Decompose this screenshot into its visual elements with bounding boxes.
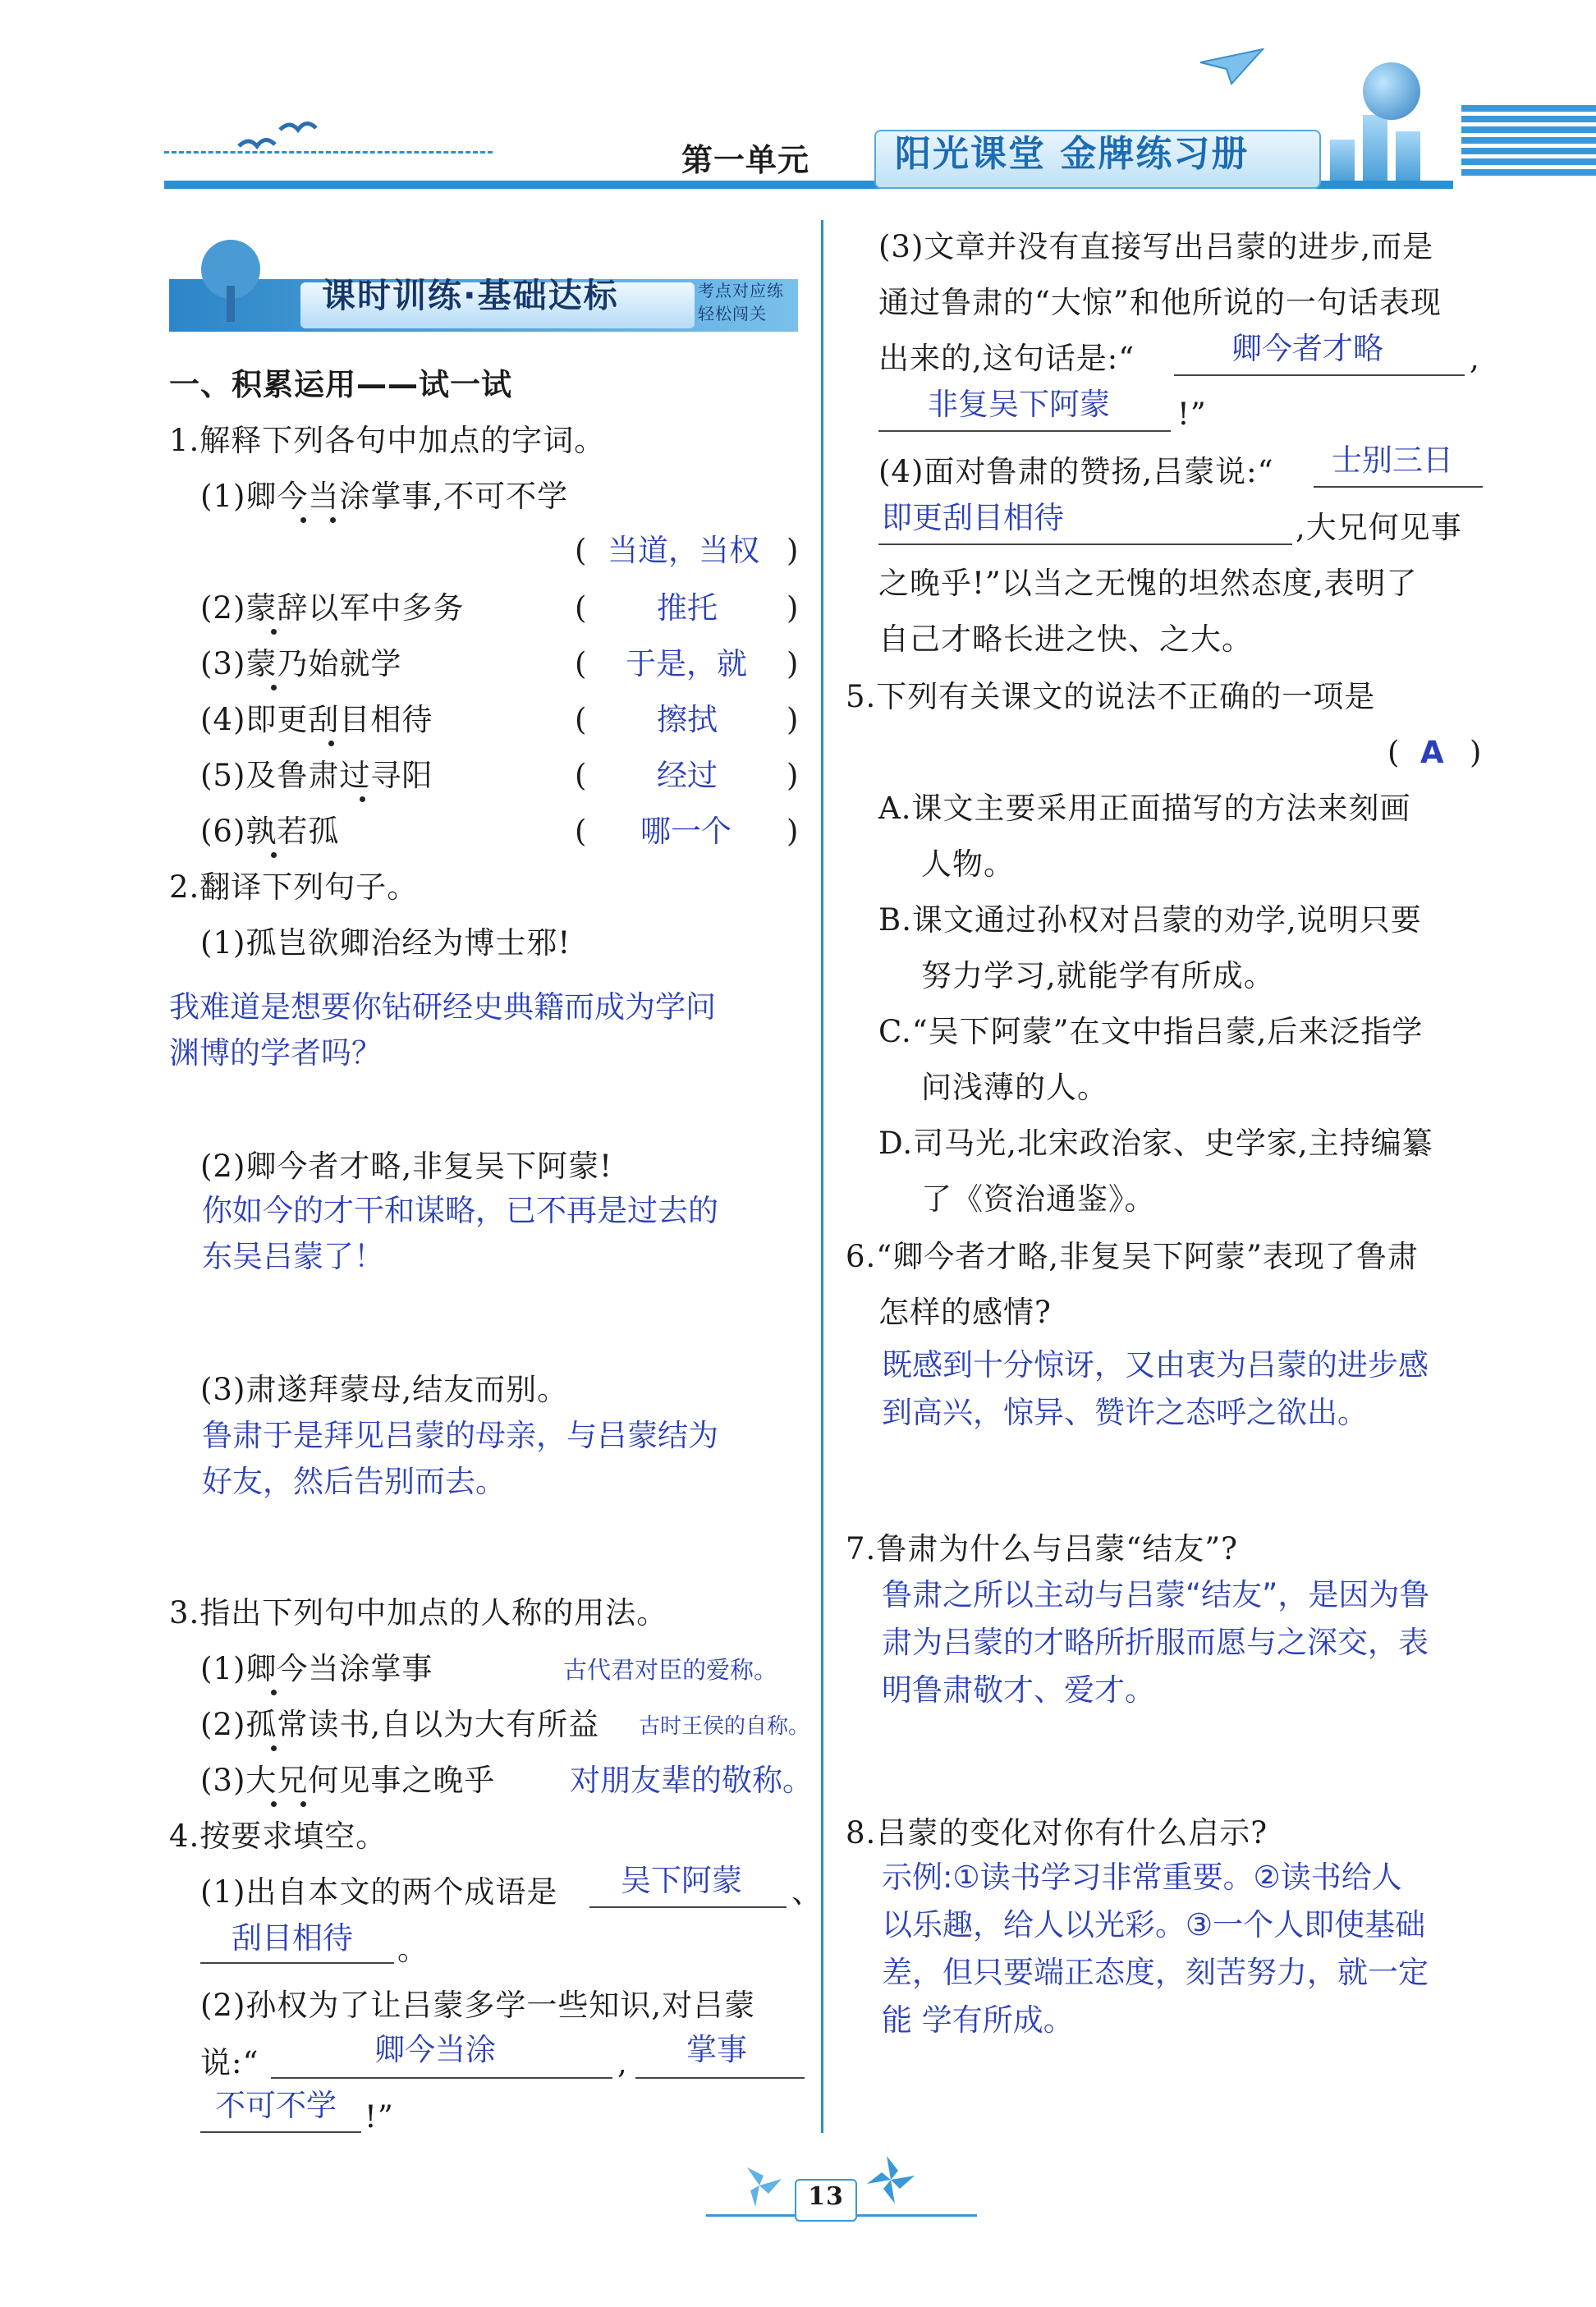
brand-title: 阳光课堂 金牌练习册 [895,133,1250,175]
blank-line [635,2077,805,2079]
q8-answer-line-3: 差，但只要端正态度，刻苦努力，就一定 [882,1955,1429,1990]
emphasis-dot [271,685,277,690]
q4-3-answer-2: 非复吴下阿蒙 [928,387,1110,422]
blank-line [271,2077,612,2079]
banner-title: 课时训练·基础达标 [322,276,619,315]
birds-icon [235,113,325,163]
q1-item-6: (6)孰若孤 [200,814,340,849]
q4-3-line-1: (3)文章并没有直接写出吕蒙的进步,而是 [878,229,1434,264]
q1-stem: 1.解释下列各句中加点的字词。 [169,423,606,458]
q5-option-a-line-1: A.课文主要采用正面描写的方法来刻画 [878,791,1411,826]
emphasis-dot [271,629,277,635]
unit-title: 第一单元 [681,142,810,178]
pinwheel-icon [731,2161,788,2210]
q6-stem-line-1: 6.“卿今者才略,非复吴下阿蒙”表现了鲁肃 [846,1239,1419,1274]
section-heading: 一、积累运用——试一试 [169,367,512,402]
paren-left: ( [1387,735,1400,770]
q3-answer-1: 古代君对臣的爱称。 [563,1656,778,1684]
emphasis-dot [328,741,334,746]
blank-line [200,2131,361,2133]
emphasis-dot [330,517,336,523]
q4-part2-answer-1: 卿今当涂 [374,2032,496,2067]
page-number: 13 [808,2182,844,2211]
tree-icon [186,236,276,327]
q4-3-answer-1: 卿今者才略 [1231,331,1383,366]
q4-part2-comma: , [617,2045,628,2080]
q1-answer-3: 于是，就 [626,646,747,681]
q7-stem: 7.鲁肃为什么与吕蒙“结友”? [846,1531,1238,1566]
pinwheel-icon [862,2151,920,2208]
q4-4-line-1: (4)面对鲁肃的赞扬,吕蒙说:“ [878,454,1274,489]
q1-answer-4: 擦拭 [657,702,718,737]
paren-left: ( [575,590,587,626]
q4-4-tail-2: 之晚乎!”以当之无愧的坦然态度,表明了 [878,566,1418,601]
banner-subtitle-1: 考点对应练 [698,281,784,300]
paren-right: ) [787,590,799,626]
q6-answer-line-1: 既感到十分惊讶，又由衷为吕蒙的进步感 [882,1347,1429,1383]
q5-option-c-line-2: 问浅薄的人。 [921,1070,1108,1105]
q3-item-2: (2)孤常读书,自以为大有所益 [200,1707,600,1742]
q4-part2-line-1: (2)孙权为了让吕蒙多学一些知识,对吕蒙 [200,1988,756,2023]
q1-answer-5: 经过 [657,758,718,793]
q2-stem: 2.翻译下列句子。 [169,869,419,905]
q4-part1-sep: 、 [791,1874,823,1910]
paren-left: ( [575,758,587,793]
q5-option-b-line-2: 努力学习,就能学有所成。 [921,958,1275,993]
paper-plane-icon [1199,46,1264,87]
q8-stem: 8.吕蒙的变化对你有什么启示? [846,1815,1268,1851]
q1-item-4: (4)即更刮目相待 [200,702,433,737]
emphasis-dot [300,517,306,523]
q2-answer-1-line-1: 我难道是想要你钻研经史典籍而成为学问 [169,989,716,1025]
blank-line [878,430,1171,432]
emphasis-dot [271,852,277,858]
emphasis-dot [300,1801,306,1807]
q4-part1-text: (1)出自本文的两个成语是 [200,1874,558,1910]
q2-answer-3-line-2: 好友，然后告别而去。 [202,1464,506,1499]
q2-answer-2-line-2: 东吴吕蒙了！ [202,1239,384,1274]
paren-left: ( [575,702,587,737]
q4-part1-end: 。 [397,1932,429,1967]
paren-right: ) [787,533,799,568]
q7-answer-line-3: 明鲁肃敬才、爱才。 [882,1672,1155,1708]
q1-item-2: (2)蒙辞以军中多务 [200,590,465,626]
paren-left: ( [575,533,587,568]
q5-option-a-line-2: 人物。 [921,846,1015,882]
q4-part2-answer-3: 不可不学 [215,2088,337,2123]
q2-item-2: (2)卿今者才略,非复吴下阿蒙! [200,1149,613,1184]
column-divider [821,220,823,2133]
paren-right: ) [787,758,799,793]
q4-stem: 4.按要求填空。 [169,1819,388,1854]
paren-right: ) [1470,735,1482,770]
q3-item-3: (3)大兄何见事之晚乎 [200,1763,496,1798]
paren-left: ( [575,646,587,681]
emphasis-dot [360,796,365,802]
q4-part2-answer-2: 掌事 [686,2032,747,2067]
q3-answer-3: 对朋友辈的敬称。 [570,1763,813,1798]
q2-item-1: (1)孤岂欲卿治经为博士邪! [200,925,571,961]
q1-answer-6: 哪一个 [640,814,732,849]
blank-line [1174,374,1465,376]
q4-3-comma: , [1470,341,1480,376]
emphasis-dot [271,1745,277,1751]
banner-subtitle-2: 轻松闯关 [698,304,767,323]
q4-4-answer-1: 士别三日 [1332,443,1453,478]
q4-4-answer-2: 即更刮目相待 [882,500,1064,535]
q3-item-1: (1)卿今当涂掌事 [200,1651,433,1686]
q8-answer-line-2: 以乐趣，给人以光彩。③一个人即使基础 [882,1907,1426,1942]
q6-answer-line-2: 到高兴，惊异、赞许之态呼之欲出。 [882,1395,1368,1430]
q4-part2-say: 说:“ [200,2045,259,2080]
q5-option-d-line-1: D.司马光,北宋政治家、史学家,主持编纂 [878,1126,1433,1161]
q8-answer-line-4: 能 学有所成。 [882,2002,1074,2038]
q2-item-3: (3)肃遂拜蒙母,结友而别。 [200,1372,569,1407]
q4-4-tail-3: 自己才略长进之快、之大。 [878,621,1253,657]
q5-option-c-line-1: C.“吴下阿蒙”在文中指吕蒙,后来泛指学 [878,1014,1424,1049]
q8-answer-line-1: 示例:①读书学习非常重要。②读书给人 [882,1860,1402,1895]
q2-answer-3-line-1: 鲁肃于是拜见吕蒙的母亲，与吕蒙结为 [202,1418,718,1453]
q2-answer-2-line-1: 你如今的才干和谋略，已不再是过去的 [202,1193,718,1228]
q7-answer-line-1: 鲁肃之所以主动与吕蒙“结友”，是因为鲁 [882,1577,1430,1612]
q4-part1-answer-2: 刮目相待 [232,1920,353,1956]
globe-icon [1363,62,1420,120]
paren-right: ) [787,646,799,681]
header-stripes [1461,105,1596,187]
emphasis-dot [271,1690,277,1695]
q1-item-1: (1)卿今当涂掌事,不可不学 [200,479,569,514]
q2-answer-1-line-2: 渊博的学者吗？ [169,1035,382,1071]
paren-left: ( [575,814,587,849]
q3-stem: 3.指出下列句中加点的人称的用法。 [169,1595,668,1630]
blank-line [200,1962,394,1964]
q5-option-b-line-1: B.课文通过孙权对吕蒙的劝学,说明只要 [878,902,1422,938]
q3-answer-2: 古时王侯的自称。 [639,1714,810,1739]
q1-item-3: (3)蒙乃始就学 [200,646,402,681]
q4-3-line-3: 出来的,这句话是:“ [878,341,1135,376]
q4-4-tail-1: ,大兄何见事 [1296,510,1462,545]
blank-line [1314,486,1483,488]
q5-option-d-line-2: 了《资治通鉴》。 [921,1181,1156,1217]
q4-part1-answer-1: 吴下阿蒙 [621,1863,742,1898]
q6-stem-line-2: 怎样的感情? [878,1295,1052,1330]
q1-answer-1: 当道，当权 [608,533,759,568]
q7-answer-line-2: 肃为吕蒙的才略所折服而愿与之深交，表 [882,1625,1429,1660]
q4-part2-end: !” [365,2099,394,2135]
emphasis-dot [271,1801,277,1807]
blank-line [589,1906,787,1908]
q1-answer-2: 推托 [657,590,718,626]
paren-right: ) [787,702,799,737]
q1-item-5: (5)及鲁肃过寻阳 [200,758,433,793]
paren-right: ) [787,814,799,849]
q4-3-end: !” [1177,397,1207,432]
q5-stem: 5.下列有关课文的说法不正确的一项是 [846,679,1376,714]
q4-3-line-2: 通过鲁肃的“大惊”和他所说的一句话表现 [878,285,1442,320]
q5-answer: A [1420,735,1444,770]
blank-line [878,543,1292,545]
